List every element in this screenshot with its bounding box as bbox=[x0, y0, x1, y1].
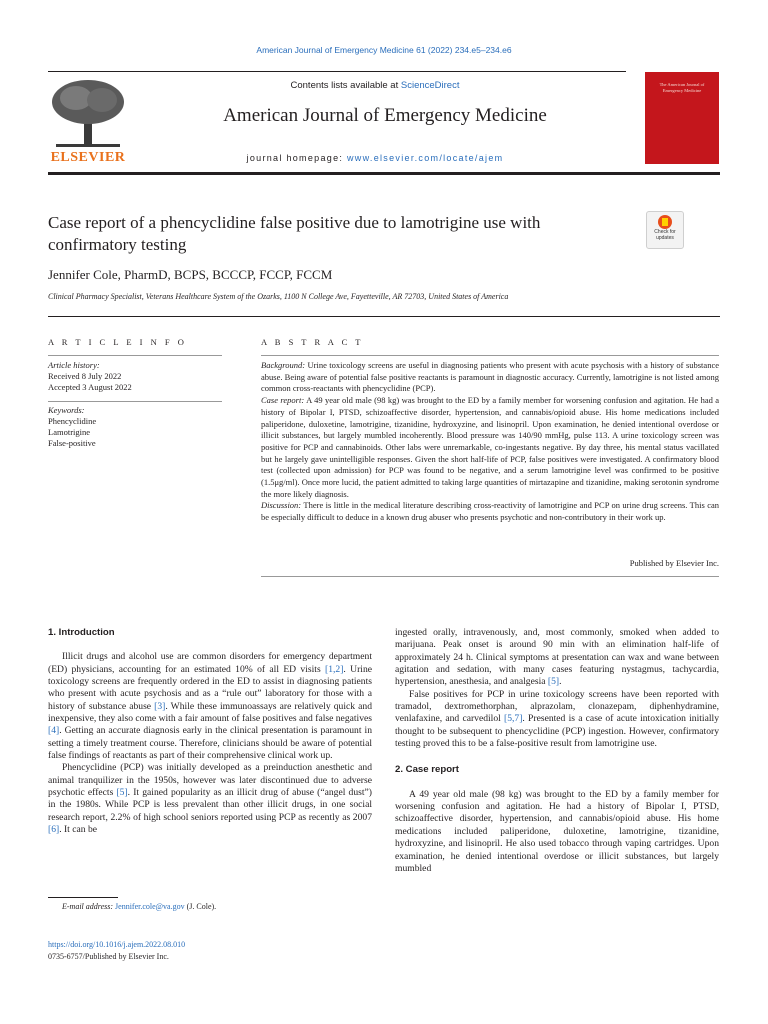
elsevier-wordmark: ELSEVIER bbox=[50, 150, 126, 165]
header-bottom-rule bbox=[48, 172, 720, 175]
published-by: Published by Elsevier Inc. bbox=[629, 558, 719, 568]
affiliation: Clinical Pharmacy Specialist, Veterans Healthcare System of the Ozarks, 1100 N College Ave, Fayetteville, AR 72703, United States of America bbox=[48, 292, 509, 301]
doi-link[interactable]: https://doi.org/10.1016/j.ajem.2022.08.010 bbox=[48, 940, 186, 949]
case-paragraph-1: A 49 year old male (98 kg) was brought to the ED by a family member for worsening confusion and agitation. He had a history of Bipolar I, PTSD, schizoaffective disorder, hypertension, and cannabis/opioid abuse. His home medications included paliperidone, duloxetine, lamotrigine, tizanidine, hydroxyzine, and lisinopril. He also used tobacco through vaping cartridges. Upon examination, he denied intentional overdose or illicit substances, but largely mumbled bbox=[395, 788, 719, 874]
discussion-label: Discussion: bbox=[261, 500, 302, 511]
homepage-link[interactable]: www.elsevier.com/locate/ajem bbox=[347, 153, 504, 163]
body-left-column bbox=[48, 627, 372, 837]
text-run: ingested orally, intravenously, and, most commonly, smoked when added to marijuana. Peak onset is around 90 min with an elimination half-life of approximately 24 h. Clinical symptoms at presentation can wax and wane between agitation and sedation, with many cases featuring nystagmus, tachycardia, hypertension, anesthesia, and analgesia bbox=[395, 627, 719, 688]
abstract-body bbox=[261, 360, 719, 524]
discussion-text: There is little in the medical literature describing cross-reactivity of lamotrigine and PCP on urine drug screens. This can be especially difficult to deduce in a known drug abuser who presents psychotic and non-contributory in their work up. bbox=[261, 500, 719, 523]
header-top-rule bbox=[48, 71, 626, 72]
check-updates-label: Check for updates bbox=[654, 229, 676, 241]
abstract-case bbox=[261, 395, 719, 500]
abstract-rule bbox=[261, 355, 719, 356]
keywords-label: Keywords: bbox=[48, 405, 85, 415]
elsevier-tree-icon bbox=[48, 78, 128, 150]
text-run: False positives for PCP in urine toxicology screens have been reported with tramadol, dextromethorphan, alprazolam, clonazepam, diphenhydramine, venlafaxine, and carvedilol bbox=[395, 688, 719, 725]
email-suffix: (J. Cole). bbox=[184, 902, 217, 911]
journal-title: American Journal of Emergency Medicine bbox=[223, 105, 547, 126]
text-run: . It gained popularity as an illicit drug of abuse (“angel dust”) in the 1980s. While PCP is less prevalent than other illicit drugs, in one social research report, 2.2% of high school seniors reported using PCP as recently as 2007 bbox=[48, 787, 372, 823]
body-right-column bbox=[395, 627, 719, 875]
citation-link[interactable]: [5] bbox=[547, 676, 560, 688]
keyword-item: Phencyclidine bbox=[48, 416, 97, 426]
keywords-rule bbox=[48, 401, 222, 402]
abstract-bottom-rule bbox=[261, 576, 719, 577]
section-heading-introduction: 1. Introduction bbox=[48, 627, 115, 638]
citation-link[interactable]: [1,2] bbox=[325, 663, 344, 675]
keyword-item: Lamotrigine bbox=[48, 427, 91, 437]
footnote-rule bbox=[48, 897, 118, 898]
abstract-heading: A B S T R A C T bbox=[261, 337, 364, 347]
email-link[interactable]: Jennifer.cole@va.gov bbox=[115, 902, 185, 911]
abstract-background bbox=[261, 360, 719, 395]
accepted-date: Accepted 3 August 2022 bbox=[48, 382, 132, 392]
background-text: Urine toxicology screens are useful in diagnosing patients who present with acute psychosis with a history of substance abuse. Being aware of potential false positive reactants is paramount in diagnostic accuracy. Currently, lamotrigine is not listed among common cross-reactants with phencyclidine (PCP). bbox=[261, 360, 719, 394]
text-run: . bbox=[559, 676, 562, 688]
text-run: . Urine toxicology screens are frequently ordered in the ED to assist in diagnosing patients who present with acute psychosis and as a “rule out” laboratory for those with a history of substance abuse bbox=[48, 663, 372, 712]
issn-line: 0735-6757/Published by Elsevier Inc. bbox=[48, 952, 169, 961]
citation-link[interactable]: [5,7] bbox=[504, 713, 523, 725]
citation-link[interactable]: [6] bbox=[48, 824, 60, 836]
background-label: Background: bbox=[261, 360, 306, 370]
text-run: Phencyclidine (PCP) was initially developed as a preinduction anesthetic and animal tranquilizer in the 1950s, however was later discontinued due to adverse psychotic effects bbox=[48, 762, 372, 799]
check-for-updates-button[interactable] bbox=[646, 211, 684, 249]
intro-paragraph-3 bbox=[395, 689, 719, 751]
citation-link[interactable]: [3] bbox=[154, 700, 166, 712]
case-label: Case report: bbox=[261, 395, 305, 406]
homepage-prefix: journal homepage: bbox=[246, 153, 347, 163]
intro-paragraph-2-continued bbox=[395, 627, 719, 689]
email-label: E-mail address: bbox=[62, 902, 116, 911]
intro-paragraph-2 bbox=[48, 762, 372, 836]
journal-cover-thumbnail[interactable] bbox=[645, 72, 719, 164]
article-info-rule bbox=[48, 355, 222, 356]
section-heading-case-report: 2. Case report bbox=[395, 764, 459, 776]
keyword-item: False-positive bbox=[48, 438, 96, 448]
article-title: Case report of a phencyclidine false positive due to lamotrigine use with confirmatory testing bbox=[48, 213, 541, 254]
contents-line bbox=[210, 80, 540, 91]
text-run: . It can be bbox=[59, 824, 98, 836]
text-run: . Getting an accurate diagnosis early in the clinical presentation is paramount in setting a timely treatment course. Therefore, clinicians should be aware of potential false findings of reactants as part of their comprehensive clinical work up. bbox=[48, 725, 372, 762]
cover-title: The American Journal of Emergency Medicine bbox=[659, 82, 705, 93]
author-line: Jennifer Cole, PharmD, BCPS, BCCCP, FCCP, FCCM bbox=[48, 267, 333, 282]
title-rule bbox=[48, 316, 720, 317]
footnote-email bbox=[62, 902, 216, 911]
article-info-heading: A R T I C L E I N F O bbox=[48, 337, 187, 347]
text-run: Illicit drugs and alcohol use are common disorders for emergency department (ED) physicians, accounting for an estimated 10% of all ED visits bbox=[48, 651, 372, 675]
history-label: Article history: bbox=[48, 360, 100, 370]
sciencedirect-link[interactable]: ScienceDirect bbox=[400, 80, 460, 91]
journal-homepage bbox=[200, 153, 550, 163]
case-text: A 49 year old male (98 kg) was brought to the ED by a family member for worsening confusion and agitation. He had a history of Bipolar I, PTSD, schizoaffective disorder, hypertension, and cannabis/opioid abuse. His home medications included paliperidone, duloxetine, lamotrigine, tizanidine, hydroxyzine, and lisinopril. Upon examination, he denied intentional overdose or illicit substances, but largely mumbled incoherently. Blood pressure was 140/90 mmHg, pulse 113. A urine toxicology screen was positive for PCP and cannabinoids. Other labs were unremarkable, co-ingestants negative. By day three, his mental status vacillated but he largely gave unintelligible responses. Given the short half-life of PCP, false positives were investigated. A confirmatory blood test (collected upon admission) for PCP was found to be negative, and a serum lamotrigine level was confirmed to be positive (1.5μg/ml). Once more lucid, the patient admitted to taking large quantities of mirtazapine and tizanidine, making serotonin syndrome the more likely diagnosis. bbox=[261, 395, 720, 499]
citation-link[interactable]: [4] bbox=[48, 725, 60, 737]
abstract-discussion bbox=[261, 500, 719, 523]
text-run: . Presented is a case of acute intoxication initially thought to be subsequent to phencyclidine (PCP) ingestion. However, confirmatory testing proved this to be a false-positive result from lamotrigine use. bbox=[395, 713, 719, 750]
journal-reference[interactable]: American Journal of Emergency Medicine 61 (2022) 234.e5–234.e6 bbox=[256, 45, 512, 55]
intro-paragraph-1 bbox=[48, 651, 372, 762]
article-history bbox=[48, 360, 222, 393]
text-run: . While these immunoassays are relatively quick and inexpensive, they also come with a fair amount of false positives and false negatives bbox=[48, 700, 372, 725]
keywords-block bbox=[48, 405, 222, 449]
citation-link[interactable]: [5] bbox=[116, 787, 128, 799]
received-date: Received 8 July 2022 bbox=[48, 371, 122, 381]
contents-prefix: Contents lists available at bbox=[290, 80, 401, 91]
